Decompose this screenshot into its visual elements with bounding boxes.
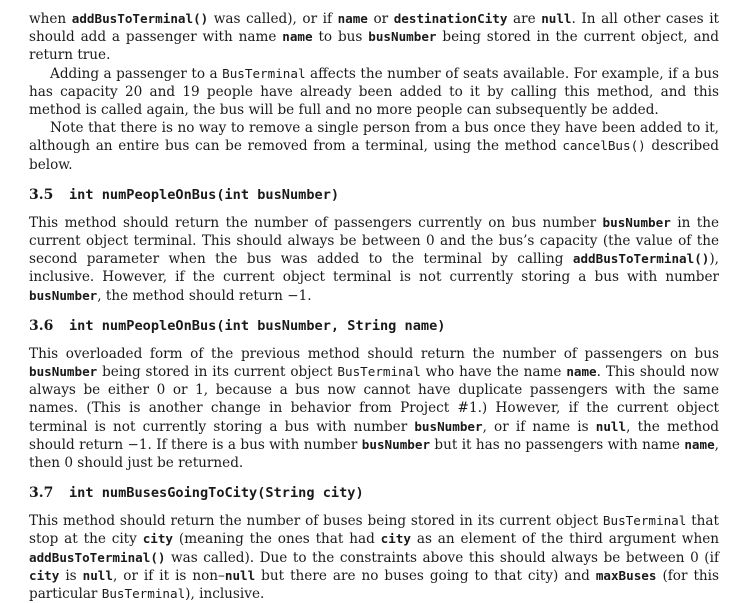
inline-code: cancelBus(): [562, 138, 646, 154]
inline-code: busNumber: [29, 287, 98, 303]
inline-code: BusTerminal: [101, 586, 186, 602]
inline-code: BusTerminal: [222, 65, 306, 81]
inline-code: city: [29, 567, 60, 583]
section-heading-3-5: [29, 186, 719, 204]
inline-code: busNumber: [602, 214, 671, 230]
section-heading-3-7: [29, 484, 719, 502]
inline-code: city: [380, 531, 411, 547]
section-3-7-body: This method should return the number of buses being stored in its current object BusTerminal that stop at the city city (meaning the ones that had city as an element of the third argument when addBusToTerminal() was called). Due to the constraints above this should always be between 0 (if city is null, or if it is non–null but there are no buses going to that city) and maxBuses (for this particular BusTerminal), inclusive.: [29, 513, 719, 603]
section-3-5-body: This method should return the number of passengers currently on bus number busNumber in the current object terminal. This should always be between 0 and the bus’s capacity (the value of the second parameter when the bus was added to the terminal by calling addBusToTerminal()), inclusive. However, if the current object terminal is not currently storing a bus with number busNumber, the method should return −1.: [29, 214, 720, 304]
inline-code: addBusToTerminal(): [572, 251, 710, 267]
inline-code: busNumber: [361, 436, 431, 452]
inline-code: name: [337, 11, 368, 26]
inline-code: city: [142, 531, 174, 547]
intro-paragraph-3: Note that there is no way to remove a single person from a bus once they have been added to it, although an entire bus can be removed from a terminal, using the method cancelBus() described below.: [29, 120, 719, 173]
section-heading-3-6: [29, 317, 719, 335]
section-number: 3.7: [29, 485, 54, 502]
inline-code: BusTerminal: [337, 364, 421, 380]
inline-code: destinationCity: [393, 11, 508, 26]
inline-code: name: [684, 436, 715, 452]
inline-code: name: [282, 29, 313, 45]
method-signature: int numBusesGoingToCity(String city): [69, 485, 364, 502]
inline-code: null: [595, 418, 627, 434]
inline-code: busNumber: [414, 418, 483, 434]
inline-code: null: [82, 567, 113, 583]
intro-paragraph-1: when addBusToTerminal() was called), or if name or destinationCity are null. In all other cases it should add a passenger with name name to bus busNumber being stored in the current object, and return true.: [29, 11, 720, 64]
inline-code: name: [566, 364, 597, 380]
intro-paragraph-2: Adding a passenger to a BusTerminal affects the number of seats available. For example, if a bus has capacity 20 and 19 people have already been added to it by calling this method, and this method is called again, the bus will be full and no more people can subsequently be added.: [29, 65, 719, 119]
inline-code: BusTerminal: [602, 513, 687, 529]
method-signature: int numPeopleOnBus(int busNumber): [69, 186, 340, 203]
inline-code: null: [224, 567, 256, 583]
document-page: [29, 10, 719, 603]
inline-code: maxBuses: [595, 567, 657, 583]
inline-code: addBusToTerminal(): [71, 11, 209, 26]
inline-code: busNumber: [368, 29, 437, 45]
inline-code: null: [541, 11, 572, 26]
section-number: 3.5: [29, 186, 54, 203]
inline-code: busNumber: [29, 364, 98, 380]
section-number: 3.6: [29, 317, 54, 334]
section-3-6-body: This overloaded form of the previous method should return the number of passengers on bus busNumber being stored in its current object BusTerminal who have the name name. This should now always be either 0 or 1, because a bus now cannot have duplicate passengers with the same names. (This is another change in behavior from Project #1.) However, if the current object terminal is not currently storing a bus with number busNumber, or if name is null, the method should return −1. If there is a bus with number busNumber but it has no passengers with name name, then 0 should just be returned.: [29, 345, 719, 472]
inline-code: addBusToTerminal(): [29, 549, 166, 565]
method-signature: int numPeopleOnBus(int busNumber, String name): [69, 317, 446, 334]
